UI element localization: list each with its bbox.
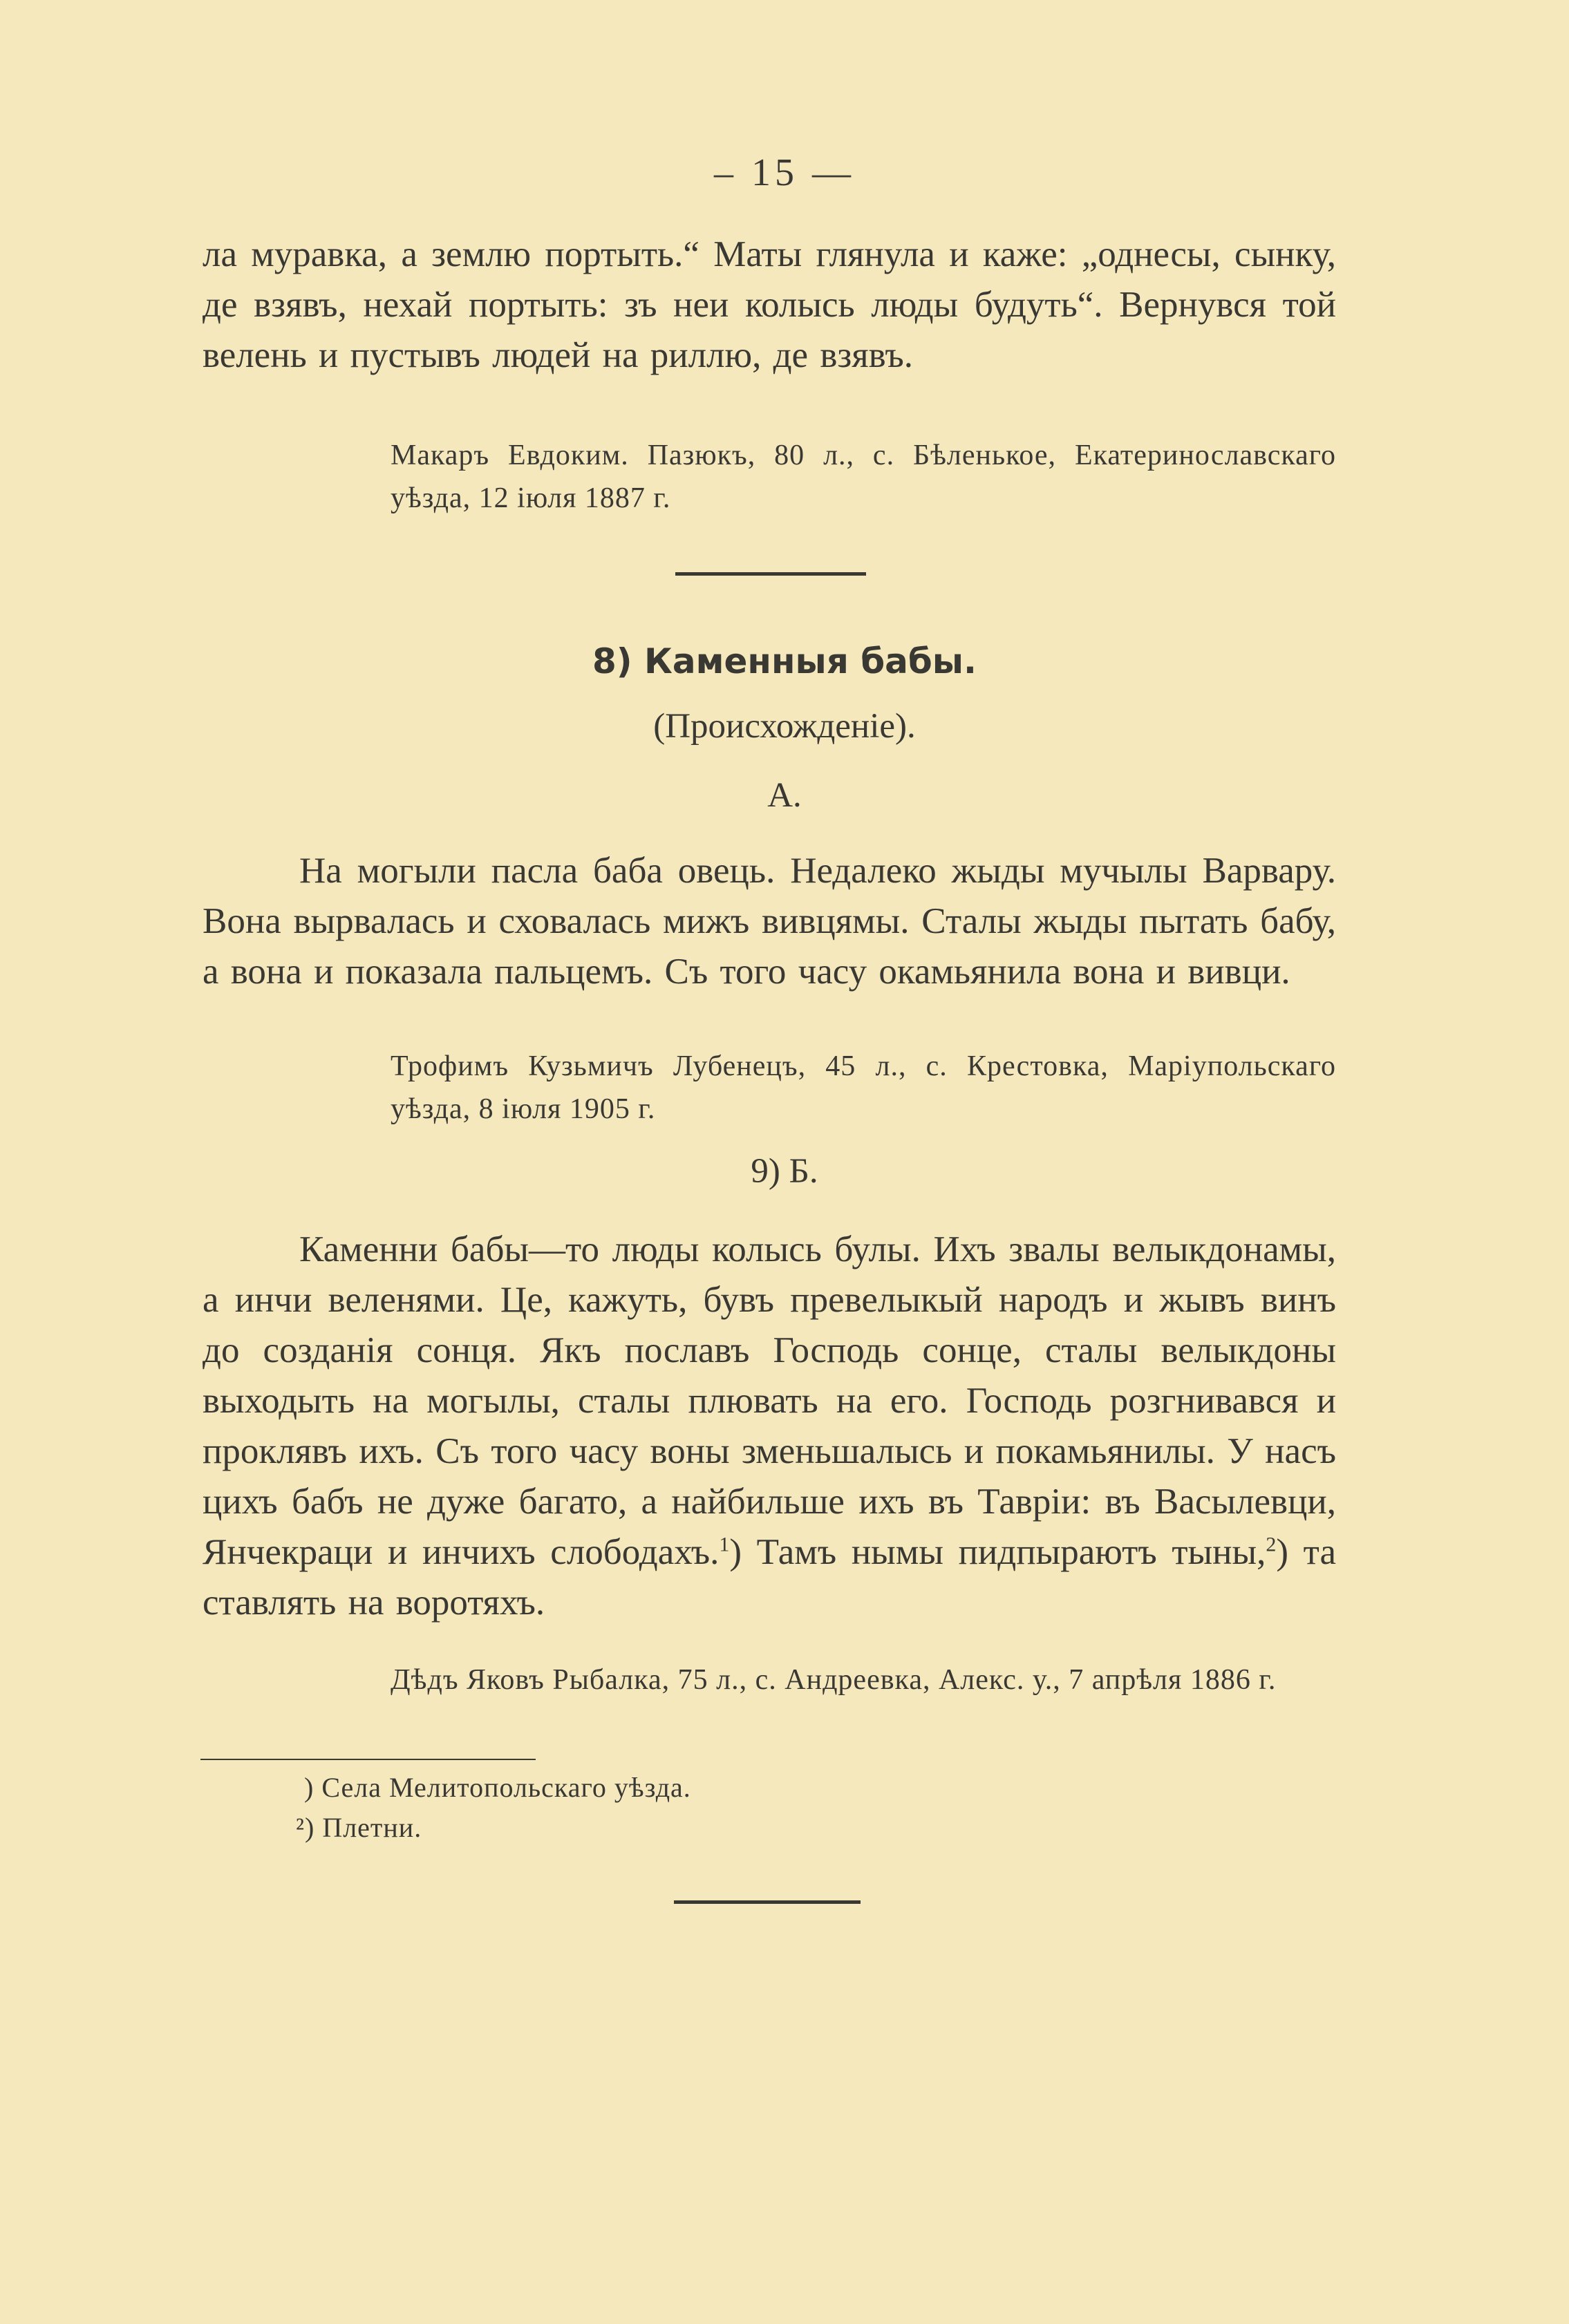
page-number: – 15 — bbox=[714, 151, 855, 194]
part-b-source: Дѣдъ Яковъ Рыбалка, 75 л., с. Андреевка, Алекс. у., 7 апрѣля 1886 г. bbox=[391, 1664, 1277, 1696]
section-title: 8) Каменныя бабы. bbox=[592, 641, 977, 681]
intro-source: Макаръ Евдоким. Пазюкъ, 80 л., с. Бѣленькое, Екатеринославскаго уѣзда, 12 іюля 1887 г. bbox=[391, 440, 1336, 514]
section-subtitle: (Происхожденіе). bbox=[653, 707, 916, 746]
footnote-rule bbox=[200, 1759, 536, 1760]
footnote-ref-2: 2 bbox=[1266, 1533, 1277, 1556]
part-a-source: Трофимъ Кузьмичъ Лубенецъ, 45 л., с. Крестовка, Маріупольскаго уѣзда, 8 іюля 1905 г. bbox=[391, 1050, 1336, 1125]
footnote-2: ²) Плетни. bbox=[296, 1812, 422, 1843]
part-b-paragraph bbox=[203, 1225, 1336, 1628]
part-b-label: 9) Б. bbox=[751, 1152, 818, 1191]
end-divider bbox=[674, 1900, 861, 1904]
part-a-paragraph: На могыли пасла баба овець. Недалеко жыды мучылы Варвару. Вона вырвалась и сховалась мижъ вивцямы. Сталы жыды пытать бабу, а вона и показала пальцемъ. Съ того часу окамьянила вона и вивци. bbox=[203, 851, 1336, 992]
section-divider bbox=[675, 572, 866, 576]
part-b-text-1: Каменни бабы—то люды колысь булы. Ихъ звалы велыкдонамы, а инчи веленями. Це, кажуть, бувъ превелыкый народъ и жывъ винъ до созданія сонця. Якъ пославъ Господь сонце, сталы велыкдоны выходыть на могылы, сталы плювать на его. Господь розгнивався и проклявъ ихъ. Съ того часу воны зменьшалысь и покамьянилы. У насъ цихъ бабъ не дуже багато, а найбильше ихъ въ Тавріи: въ Васылевци, Янчекраци и инчихъ слободахъ. bbox=[203, 1229, 1336, 1572]
part-a-label: А. bbox=[767, 776, 802, 815]
part-b-text-2: ) Тамъ нымы пидпыраютъ тыны, bbox=[729, 1532, 1266, 1572]
footnote-ref-1: 1 bbox=[719, 1533, 730, 1556]
footnote-1: ) Села Мелитопольскаго уѣзда. bbox=[304, 1772, 691, 1803]
intro-paragraph bbox=[203, 229, 1336, 381]
intro-text: ла муравка, а землю портыть.“ Маты глянула и каже: „однесы, сынку, де взявъ, нехай портыть: зъ неи колысь люды будуть“. Вернувся той велень и пустывъ людей на риллю, де взявъ. bbox=[203, 234, 1336, 375]
part-b-text-3: ) та ставлять на воротяхъ. bbox=[203, 1532, 1336, 1623]
